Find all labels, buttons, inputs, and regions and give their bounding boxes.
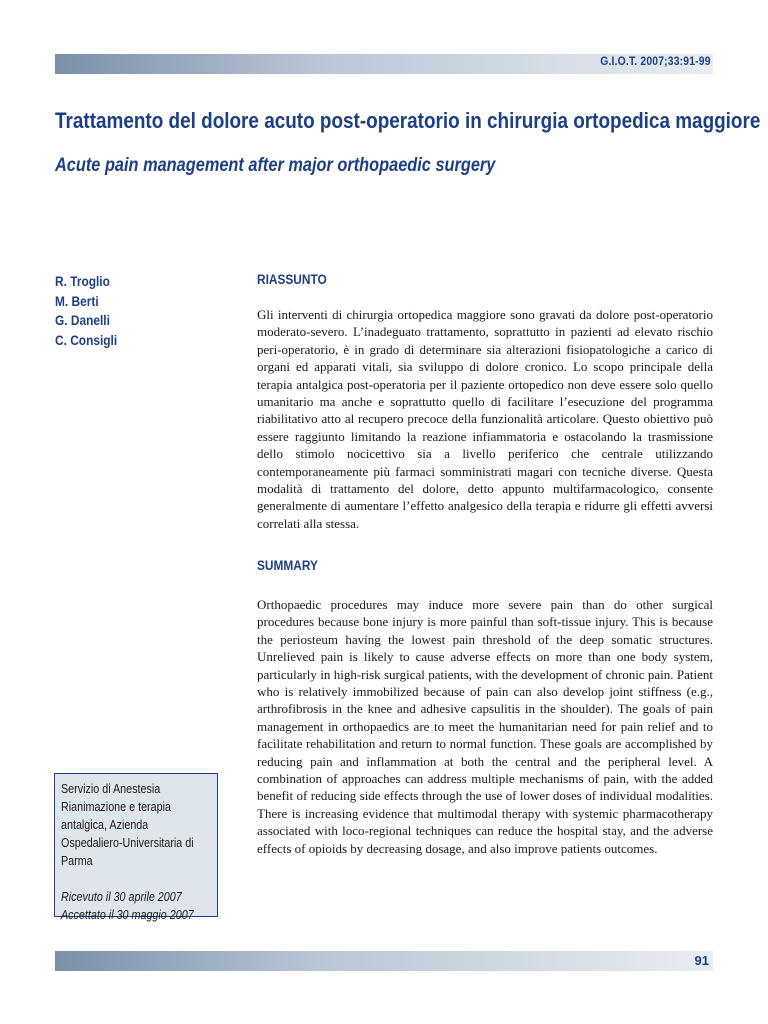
affiliation-box [54, 773, 218, 922]
summary-text: Orthopaedic procedures may induce more severe pain than do other surgical procedures because bone injury is more painful than soft-tissue injury. This is because the periosteum having the lowest pain threshold of the deep somatic structures. Unrelieved pain is likely to cause adverse effects on more than one body system, particularly in high-risk surgical patients, with the development of chronic pain. Patient who is relatively immobilized because of pain can also develop joint stiffness (e.g., arthrofibrosis in the knee and adhesive capsulitis in the shoulder). The goals of pain management in orthopaedics are to meet the humanitarian need for pain relief and to facilitate rehabilitation and return to normal function. These goals are accomplished by reducing pain and inflammation at both the central and the peripheral level. A combination of approaches can address multiple mechanisms of pain, with the added benefit of reducing side effects through the use of lower doses of individual modalities. There is increasing evidence that multimodal therapy with systemic pharmacotherapy associated with loco-regional techniques can reduce the hospital stay, and the adverse effects of opioids by decreasing dosage, and also improve patients outcomes. [257, 597, 713, 856]
author-list [55, 272, 117, 350]
riassunto-text: Gli interventi di chirurgia ortopedica maggiore sono gravati da dolore post-operatorio moderato-severo. L’inadeguato trattamento, soprattutto in pazienti ad elevato rischio peri-operatorio, è in grado di determinare sia alterazioni fisiopatologiche a carico di organi ed apparati vitali, sia sviluppo di dolore cronico. Lo scopo principale della terapia antalgica post-operatoria per il paziente ortopedico non deve essere solo quello umanitario ma anche e soprattutto quello di facilitare l’esecuzione del programma riabilitativo atto al recupero precoce della funzionalità articolare. Questo obiettivo può essere raggiunto limitando la reazione infiammatoria e ostacolando la trasmissione dello stimolo nocicettivo sia a livello periferico che centrale utilizzando contemporaneamente più farmaci somministrati magari con tecniche diverse. Questa modalità di trattamento del dolore, detto appunto multifarmacologico, consente generalmente di aumentare l’effetto analgesico della terapia e ridurre gli effetti avversi correlati alla stessa. [257, 307, 713, 531]
article-subtitle: Acute pain management after major orthopaedic surgery [55, 155, 496, 176]
riassunto-heading: RIASSUNTO [257, 272, 327, 287]
article-title: Trattamento del dolore acuto post-operatorio in chirurgia ortopedica maggiore [55, 108, 761, 133]
author-name: C. Consigli [55, 331, 118, 348]
author-name: G. Danelli [55, 312, 110, 328]
footer-bar [55, 951, 713, 971]
page-number: 91 [694, 953, 709, 968]
author-name: R. Troglio [55, 273, 110, 289]
header-bar [55, 54, 713, 74]
summary-heading: SUMMARY [257, 558, 318, 573]
author-name: M. Berti [55, 292, 99, 309]
accepted-date: Accettato il 30 maggio 2007 [61, 908, 194, 922]
received-date: Ricevuto il 30 aprile 2007 [61, 890, 182, 904]
affiliation-institution: Servizio di Anestesia Rianimazione e terapia antalgica, Azienda Ospedaliero-Universitaria di Parma [61, 782, 194, 868]
journal-reference: G.I.O.T. 2007;33:91-99 [600, 56, 711, 68]
